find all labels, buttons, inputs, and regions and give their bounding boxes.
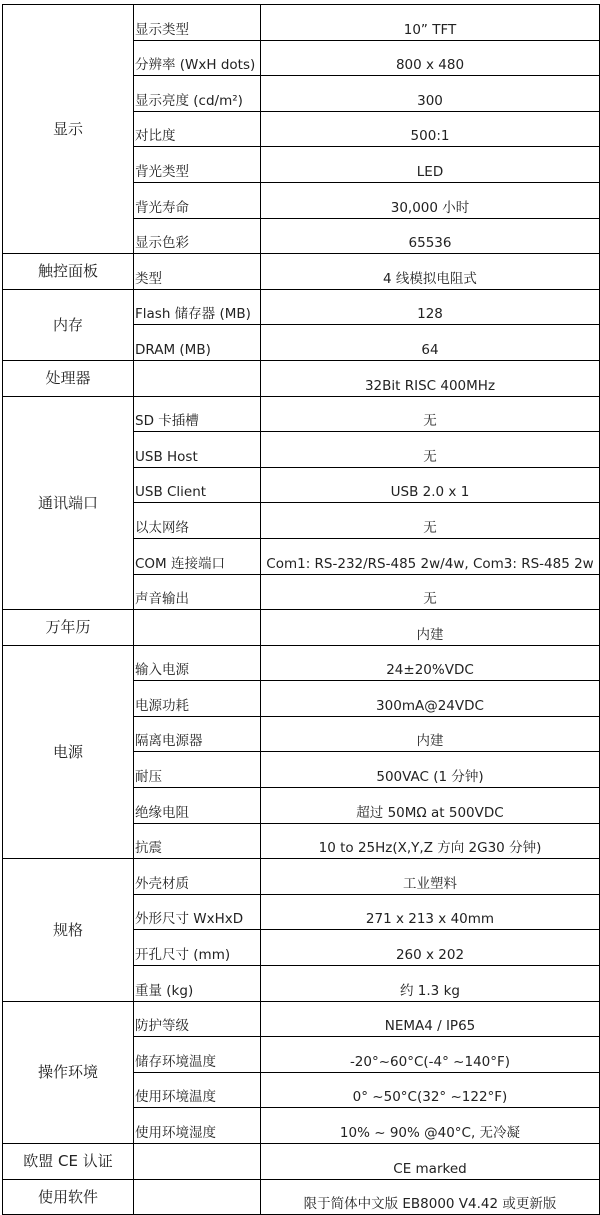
category-cell: 操作环境: [3, 1001, 134, 1143]
spec-row: [3, 289, 600, 325]
spec-label: [134, 1179, 261, 1215]
category-cell: 触控面板: [3, 254, 134, 290]
spec-label: DRAM (MB): [134, 325, 261, 361]
spec-value: 无: [261, 574, 600, 610]
spec-label: [134, 360, 261, 396]
spec-value: 内建: [261, 716, 600, 752]
category-cell: 处理器: [3, 360, 134, 396]
category-cell: 欧盟 CE 认证: [3, 1144, 134, 1180]
spec-label: [134, 610, 261, 646]
category-cell: 通讯端口: [3, 396, 134, 610]
spec-value: 500VAC (1 分钟): [261, 752, 600, 788]
spec-label: 防护等级: [134, 1001, 261, 1037]
spec-value: USB 2.0 x 1: [261, 467, 600, 503]
spec-value: 800 x 480: [261, 40, 600, 76]
spec-value: 32Bit RISC 400MHz: [261, 360, 600, 396]
spec-label: 以太网络: [134, 503, 261, 539]
spec-value: -20°~60°C(-4° ~140°F): [261, 1037, 600, 1073]
spec-value: 内建: [261, 610, 600, 646]
spec-row: [3, 396, 600, 432]
spec-value: NEMA4 / IP65: [261, 1001, 600, 1037]
spec-label: 声音输出: [134, 574, 261, 610]
category-cell: 使用软件: [3, 1179, 134, 1215]
spec-label: 类型: [134, 254, 261, 290]
spec-value: 10” TFT: [261, 5, 600, 41]
spec-value: 10% ~ 90% @40°C, 无冷凝: [261, 1108, 600, 1144]
spec-label: 隔离电源器: [134, 716, 261, 752]
spec-label: 开孔尺寸 (mm): [134, 930, 261, 966]
spec-row: [3, 254, 600, 290]
spec-value: 65536: [261, 218, 600, 254]
spec-value: 128: [261, 289, 600, 325]
spec-row: [3, 610, 600, 646]
spec-label: 外形尺寸 WxHxD: [134, 894, 261, 930]
spec-value: 30,000 小时: [261, 182, 600, 218]
category-cell: 内存: [3, 289, 134, 360]
category-cell: 电源: [3, 645, 134, 859]
spec-label: 外壳材质: [134, 859, 261, 895]
spec-value: 300mA@24VDC: [261, 681, 600, 717]
spec-label: 输入电源: [134, 645, 261, 681]
spec-row: [3, 859, 600, 895]
spec-label: USB Host: [134, 432, 261, 468]
spec-label: 背光类型: [134, 147, 261, 183]
spec-value: 无: [261, 432, 600, 468]
category-cell: 万年历: [3, 610, 134, 646]
spec-row: [3, 5, 600, 41]
spec-table: [2, 4, 600, 1215]
spec-value: 271 x 213 x 40mm: [261, 894, 600, 930]
spec-label: 绝缘电阻: [134, 788, 261, 824]
spec-label: 分辨率 (WxH dots): [134, 40, 261, 76]
spec-value: 工业塑料: [261, 859, 600, 895]
spec-value: 24±20%VDC: [261, 645, 600, 681]
spec-label: 使用环境湿度: [134, 1108, 261, 1144]
spec-value: 64: [261, 325, 600, 361]
spec-row: [3, 645, 600, 681]
spec-label: 显示亮度 (cd/m²): [134, 76, 261, 112]
spec-value: 260 x 202: [261, 930, 600, 966]
spec-value: 300: [261, 76, 600, 112]
category-cell: 规格: [3, 859, 134, 1001]
spec-label: 电源功耗: [134, 681, 261, 717]
spec-value: 4 线模拟电阻式: [261, 254, 600, 290]
spec-label: SD 卡插槽: [134, 396, 261, 432]
spec-label: 储存环境温度: [134, 1037, 261, 1073]
spec-label: 耐压: [134, 752, 261, 788]
spec-label: 对比度: [134, 111, 261, 147]
spec-value: 约 1.3 kg: [261, 966, 600, 1002]
spec-label: 显示类型: [134, 5, 261, 41]
spec-row: [3, 1179, 600, 1215]
spec-row: [3, 360, 600, 396]
spec-label: 背光寿命: [134, 182, 261, 218]
category-cell: 显示: [3, 5, 134, 254]
spec-label: 显示色彩: [134, 218, 261, 254]
spec-value: 10 to 25Hz(X,Y,Z 方向 2G30 分钟): [261, 823, 600, 859]
spec-value: 超过 50MΩ at 500VDC: [261, 788, 600, 824]
spec-row: [3, 1001, 600, 1037]
spec-value: CE marked: [261, 1144, 600, 1180]
spec-label: USB Client: [134, 467, 261, 503]
spec-value: 无: [261, 396, 600, 432]
spec-label: 抗震: [134, 823, 261, 859]
spec-value: Com1: RS-232/RS-485 2w/4w, Com3: RS-485 2w: [261, 538, 600, 574]
spec-table-body: [3, 5, 600, 1215]
spec-label: 使用环境温度: [134, 1072, 261, 1108]
spec-value: 0° ~50°C(32° ~122°F): [261, 1072, 600, 1108]
spec-label: COM 连接端口: [134, 538, 261, 574]
spec-label: Flash 储存器 (MB): [134, 289, 261, 325]
spec-label: 重量 (kg): [134, 966, 261, 1002]
spec-value: 500:1: [261, 111, 600, 147]
spec-value: LED: [261, 147, 600, 183]
spec-value: 限于简体中文版 EB8000 V4.42 或更新版: [261, 1179, 600, 1215]
spec-value: 无: [261, 503, 600, 539]
